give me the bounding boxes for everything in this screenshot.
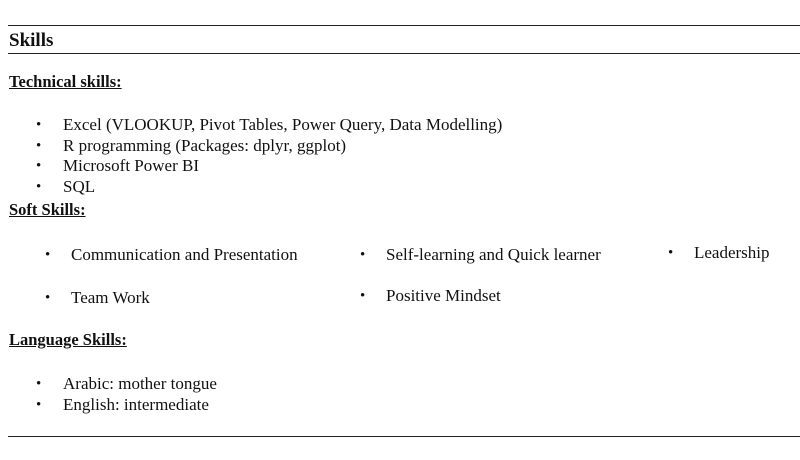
list-item-text: Positive Mindset — [386, 286, 501, 305]
section-title: Skills — [9, 30, 54, 51]
bottom-divider — [8, 436, 800, 437]
bullet-icon: • — [36, 178, 42, 195]
list-item — [668, 243, 770, 263]
language-skills-list — [0, 374, 217, 415]
list-item-text: Excel (VLOOKUP, Pivot Tables, Power Query, Data Modelling) — [63, 115, 503, 134]
language-skills-heading: Language Skills: — [9, 330, 127, 349]
bullet-icon: • — [360, 288, 366, 304]
soft-skills-heading: Soft Skills: — [9, 200, 86, 219]
list-item-text: Communication and Presentation — [71, 245, 298, 264]
list-item — [0, 177, 502, 198]
technical-skills-heading: Technical skills: — [9, 72, 122, 91]
list-item-text: Leadership — [694, 243, 770, 262]
bullet-icon: • — [45, 247, 51, 263]
bullet-icon: • — [36, 158, 42, 174]
list-item-text: Arabic: mother tongue — [63, 374, 217, 393]
bullet-icon: • — [36, 396, 42, 413]
bullet-icon: • — [45, 290, 51, 306]
list-item-text: English: intermediate — [63, 394, 209, 414]
list-item-text: Microsoft Power BI — [63, 156, 199, 175]
bullet-icon: • — [360, 247, 366, 263]
list-item-text: SQL — [63, 176, 96, 196]
list-item — [360, 245, 601, 265]
list-item — [45, 288, 150, 308]
list-item-text: R programming (Packages: dplyr, ggplot) — [63, 135, 347, 155]
top-divider — [8, 25, 800, 26]
technical-skills-list — [0, 115, 502, 197]
bullet-icon: • — [36, 117, 42, 133]
list-item — [0, 374, 217, 395]
list-item-text: Self-learning and Quick learner — [386, 245, 601, 264]
list-item — [45, 245, 298, 265]
list-item — [0, 115, 502, 136]
list-item-text: Team Work — [71, 288, 150, 307]
bullet-icon: • — [36, 137, 42, 154]
bullet-icon: • — [668, 245, 674, 261]
list-item — [360, 286, 501, 306]
list-item — [0, 395, 217, 416]
bullet-icon: • — [36, 376, 42, 392]
list-item — [0, 156, 502, 177]
title-divider — [8, 53, 800, 54]
list-item — [0, 136, 502, 157]
